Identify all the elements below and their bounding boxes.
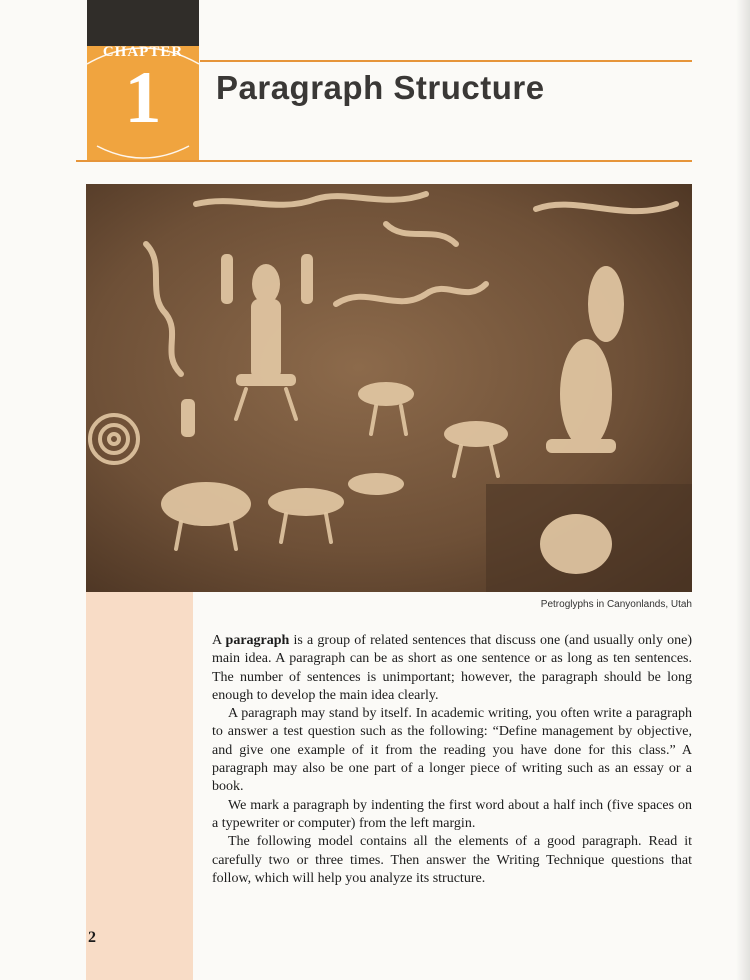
chapter-title: Paragraph Structure — [216, 69, 545, 106]
petroglyph-image — [86, 184, 692, 592]
left-margin-strip — [86, 590, 193, 980]
paragraph-3: We mark a paragraph by indenting the first word about a half inch (five spaces on a typewriter or computer) from the left margin. — [212, 797, 692, 831]
header-rule-top — [200, 60, 692, 62]
petroglyph-photo — [86, 184, 692, 592]
paragraph-2: A paragraph may stand by itself. In academic writing, you often write a paragraph to answer a test question such as the following: “Define management by objective, and give one example of it from the reading you have done for this class.” A paragraph may also be one part of a longer piece of writing such as an essay or a book. — [212, 706, 692, 795]
header-rule-bottom — [76, 160, 692, 162]
paragraph-1 — [212, 632, 692, 705]
page-number: 2 — [88, 929, 96, 946]
chapter-label: CHAPTER — [102, 44, 184, 60]
paragraph-1-text: is a group of related sentences that discuss one (and usually only one) main idea. A paragraph can be as short as one sentence or as long as ten sentences. The number of sentences is unimportant; however, the paragraph should be long enough to develop the main idea clearly. — [212, 633, 693, 703]
chapter-number: 1 — [124, 57, 162, 139]
key-term: paragraph — [225, 633, 290, 648]
body-text — [212, 632, 692, 888]
paragraph-1-lead: A — [212, 633, 226, 648]
paragraph-4: The following model contains all the elements of a good paragraph. Read it carefully two or three times. Then answer the Writing Technique questions that follow, which will help you analyze its structure. — [212, 834, 692, 886]
figure-caption: Petroglyphs in Canyonlands, Utah — [540, 599, 692, 610]
page-gutter-shadow — [736, 0, 750, 980]
